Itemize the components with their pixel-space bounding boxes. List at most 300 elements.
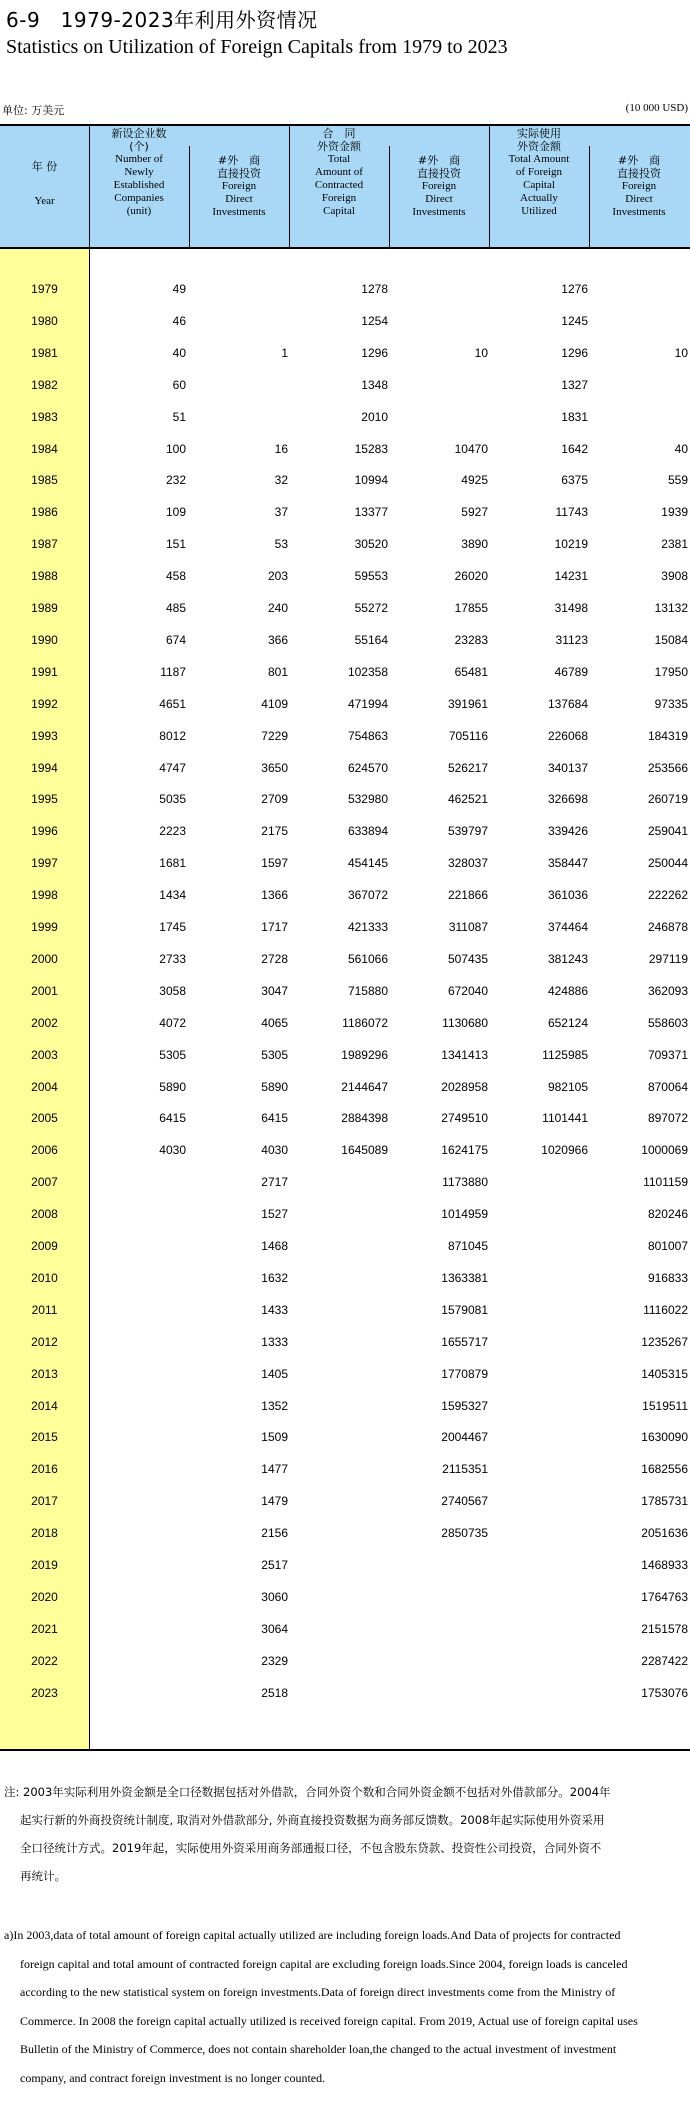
table-row <box>0 1326 690 1358</box>
year-cell: 1988 <box>31 569 58 584</box>
footnote-zh-line: 注: 2003年实际利用外资金额是全口径数据包括对外借款，合同外资个数和合同外资金额不包括对外借款部分。2004年 <box>4 1785 611 1799</box>
year-cell: 2009 <box>31 1239 58 1253</box>
value-cell: 40 <box>172 345 186 360</box>
value-cell: 339426 <box>547 824 588 839</box>
table-row <box>0 1421 690 1453</box>
table-row <box>0 1039 690 1071</box>
value-cell: 1173880 <box>442 1175 488 1190</box>
year-cell: 2015 <box>31 1430 58 1445</box>
header-new-companies-en: (unit) <box>126 205 152 217</box>
table-row <box>0 337 690 369</box>
value-cell: 203 <box>267 569 288 584</box>
value-cell: 15283 <box>354 441 388 456</box>
value-cell: 674 <box>165 632 186 647</box>
year-cell: 1990 <box>31 632 58 647</box>
year-cell: 2001 <box>31 983 58 998</box>
value-cell: 1125985 <box>542 1047 588 1062</box>
value-cell: 897072 <box>647 1111 688 1126</box>
footnote-zh-line: 再统计。 <box>20 1869 66 1883</box>
header-fdi-en: Direct <box>225 193 253 205</box>
value-cell: 59553 <box>354 569 388 584</box>
value-cell: 311087 <box>448 920 488 934</box>
value-cell: 1000069 <box>641 1143 688 1158</box>
value-cell: 2733 <box>159 951 186 966</box>
value-cell: 5035 <box>159 792 186 807</box>
value-cell: 391961 <box>447 696 488 711</box>
value-cell: 5305 <box>159 1047 186 1062</box>
value-cell: 10 <box>474 345 488 360</box>
value-cell: 1341413 <box>441 1047 488 1062</box>
value-cell: 2518 <box>261 1685 288 1700</box>
header-actual-en: of Foreign <box>515 166 563 178</box>
value-cell: 2329 <box>261 1653 288 1668</box>
value-cell: 151 <box>165 537 186 552</box>
value-cell: 2175 <box>261 824 288 839</box>
value-cell: 2115351 <box>442 1462 488 1477</box>
header-contracted-capital <box>290 127 388 218</box>
value-cell: 226068 <box>547 728 588 743</box>
value-cell: 982105 <box>547 1079 588 1094</box>
value-cell: 2004467 <box>441 1430 488 1445</box>
value-cell: 485 <box>165 601 186 615</box>
value-cell: 2051636 <box>641 1526 688 1541</box>
value-cell: 1014959 <box>441 1207 488 1222</box>
header-contracted-en: Foreign <box>321 192 357 204</box>
value-cell: 1363381 <box>441 1270 488 1285</box>
value-cell: 30520 <box>354 537 388 552</box>
header-fdi-contracted <box>390 154 488 219</box>
header-fdi-en: Investments <box>412 206 466 218</box>
header-fdi-en: Investments <box>612 206 666 218</box>
header-fdi-zh2: 直接投资 <box>217 167 261 180</box>
table-row <box>0 1007 690 1039</box>
year-cell: 1995 <box>31 792 58 807</box>
year-cell: 2006 <box>31 1143 58 1158</box>
value-cell: 17950 <box>654 664 688 679</box>
value-cell: 381243 <box>547 951 588 966</box>
table-row <box>0 1613 690 1645</box>
value-cell: 6375 <box>561 473 588 488</box>
value-cell: 221866 <box>447 888 488 903</box>
header-contracted-zh1: 合 同 <box>322 127 356 140</box>
value-cell: 46 <box>172 313 186 328</box>
value-cell: 1101441 <box>542 1111 588 1126</box>
value-cell: 10 <box>674 345 688 360</box>
year-cell: 1994 <box>31 760 58 775</box>
value-cell: 820246 <box>647 1207 688 1222</box>
header-divider <box>189 146 190 147</box>
year-cell: 2022 <box>31 1653 58 1668</box>
value-cell: 5890 <box>159 1079 186 1094</box>
value-cell: 102358 <box>347 664 388 679</box>
header-contracted-en: Contracted <box>314 179 364 191</box>
table-row <box>0 847 690 879</box>
value-cell: 3060 <box>261 1589 288 1604</box>
header-fdi-zh1: #外 商 <box>217 154 261 167</box>
value-cell: 3058 <box>159 983 186 998</box>
value-cell: 13377 <box>354 505 388 520</box>
value-cell: 1186072 <box>342 1015 388 1030</box>
table-row <box>0 1134 690 1166</box>
year-cell: 1999 <box>31 920 58 934</box>
header-fdi-en: Foreign <box>621 180 657 192</box>
value-cell: 2749510 <box>441 1111 488 1126</box>
year-cell: 1985 <box>31 473 58 488</box>
value-cell: 1296 <box>561 345 588 360</box>
table-row <box>0 1294 690 1326</box>
value-cell: 2517 <box>261 1558 288 1572</box>
value-cell: 55272 <box>354 601 388 615</box>
value-cell: 250044 <box>647 856 688 871</box>
value-cell: 26020 <box>454 569 488 584</box>
header-actual-zh2: 外资金额 <box>517 140 561 153</box>
footnote-en <box>4 1921 688 2092</box>
value-cell: 1579081 <box>441 1302 488 1317</box>
header-divider <box>389 146 390 247</box>
header-contracted-en: Total <box>327 153 351 165</box>
value-cell: 4030 <box>159 1143 186 1158</box>
header-actual-zh1: 实际使用 <box>517 127 561 140</box>
value-cell: 6415 <box>261 1111 288 1126</box>
header-year-zh: 年 份 <box>31 160 58 173</box>
value-cell: 462521 <box>447 792 488 807</box>
table-row <box>0 305 690 337</box>
header-fdi-zh2: 直接投资 <box>617 167 661 180</box>
value-cell: 1020966 <box>541 1143 588 1158</box>
value-cell: 801 <box>267 664 288 679</box>
table-row <box>0 624 690 656</box>
table-row <box>0 656 690 688</box>
header-divider <box>489 126 490 247</box>
value-cell: 367072 <box>347 888 388 903</box>
value-cell: 2010 <box>361 409 388 424</box>
value-cell: 2884398 <box>341 1111 388 1126</box>
header-new-companies-en: Newly <box>124 166 154 178</box>
table-row <box>0 1198 690 1230</box>
value-cell: 246878 <box>647 920 688 934</box>
value-cell: 7229 <box>261 728 288 743</box>
table-row <box>0 783 690 815</box>
value-cell: 232 <box>165 473 186 488</box>
year-cell: 1992 <box>31 696 58 711</box>
value-cell: 184319 <box>647 728 688 743</box>
value-cell: 15084 <box>654 632 688 647</box>
value-cell: 6415 <box>159 1111 186 1126</box>
year-cell: 2023 <box>31 1685 58 1700</box>
footnote-zh-line: 全口径统计方式。2019年起，实际使用外资采用商务部通报口径，不包含股东贷款、投资性公司投资，合同外资不 <box>20 1841 602 1855</box>
value-cell: 1278 <box>361 282 388 296</box>
table-row <box>0 688 690 720</box>
value-cell: 1989296 <box>341 1047 388 1062</box>
table-row <box>0 273 690 305</box>
header-year-en: Year <box>34 195 55 207</box>
year-cell: 2020 <box>31 1589 58 1604</box>
value-cell: 1509 <box>261 1430 288 1445</box>
value-cell: 1235267 <box>641 1334 688 1349</box>
value-cell: 1366 <box>261 888 288 903</box>
year-cell: 2014 <box>31 1398 58 1413</box>
header-contracted-zh2: 外资金额 <box>317 140 361 153</box>
value-cell: 1753076 <box>641 1685 688 1700</box>
value-cell: 559 <box>667 473 688 488</box>
value-cell: 1770879 <box>441 1366 488 1381</box>
value-cell: 424886 <box>547 983 588 998</box>
header-actual-en: Actually <box>520 192 558 204</box>
value-cell: 13132 <box>654 601 688 615</box>
value-cell: 754863 <box>347 728 388 743</box>
year-cell: 2017 <box>31 1494 58 1509</box>
value-cell: 109 <box>165 505 186 520</box>
header-actual-en: Total Amount <box>508 153 570 165</box>
year-cell: 1986 <box>31 505 58 520</box>
year-cell: 1987 <box>31 537 58 552</box>
value-cell: 1785731 <box>641 1494 688 1509</box>
value-cell: 326698 <box>547 792 588 807</box>
table-row <box>0 1230 690 1262</box>
table-row <box>0 720 690 752</box>
footnote-en-line: foreign capital and total amount of contracted foreign capital are excluding foreign loads.Since 2004, foreign loads is canceled <box>20 1956 628 1971</box>
value-cell: 871045 <box>447 1239 488 1253</box>
year-cell: 2021 <box>31 1621 58 1636</box>
table-row <box>0 401 690 433</box>
value-cell: 715880 <box>347 983 388 998</box>
value-cell: 260719 <box>647 792 688 807</box>
value-cell: 454145 <box>347 856 388 871</box>
footnote-en-line: a)In 2003,data of total amount of foreign capital actually utilized are including foreign loads.And Data of projects for contracted <box>4 1928 621 1942</box>
value-cell: 672040 <box>447 983 488 998</box>
value-cell: 471994 <box>347 696 388 711</box>
year-cell: 2002 <box>31 1015 58 1030</box>
value-cell: 1527 <box>261 1207 288 1222</box>
header-actual-capital <box>490 127 588 218</box>
year-cell: 2005 <box>31 1111 58 1126</box>
table-row <box>0 1517 690 1549</box>
value-cell: 253566 <box>647 760 688 775</box>
footnote-en-line: company, and contract foreign investment is no longer counted. <box>20 2070 326 2085</box>
value-cell: 14231 <box>554 569 588 584</box>
footnote-zh-line: 起实行新的外商投资统计制度, 取消对外借款部分, 外商直接投资数据为商务部反馈数。2008年起实际使用外资采用 <box>20 1813 605 1827</box>
header-actual-en: Capital <box>523 179 555 191</box>
value-cell: 1682556 <box>641 1462 688 1477</box>
table-row <box>0 1453 690 1485</box>
value-cell: 1434 <box>159 888 186 903</box>
header-fdi-en: Direct <box>425 193 453 205</box>
header-fdi-en: Investments <box>212 206 266 218</box>
value-cell: 1433 <box>261 1302 288 1317</box>
header-new-companies-en: Companies <box>114 192 164 204</box>
value-cell: 2028958 <box>441 1079 488 1094</box>
value-cell: 2381 <box>661 537 688 552</box>
unit-label-en: (10 000 USD) <box>625 102 688 114</box>
value-cell: 1276 <box>561 282 588 296</box>
header-new-companies <box>90 127 188 218</box>
value-cell: 2156 <box>261 1526 288 1541</box>
value-cell: 1254 <box>361 313 388 328</box>
value-cell: 10994 <box>354 473 388 488</box>
value-cell: 1645089 <box>341 1143 388 1158</box>
value-cell: 17855 <box>454 601 488 615</box>
value-cell: 1101159 <box>643 1175 688 1190</box>
header-fdi-companies <box>190 154 288 219</box>
value-cell: 558603 <box>647 1015 688 1030</box>
value-cell: 4925 <box>461 473 488 488</box>
value-cell: 46789 <box>554 664 588 679</box>
value-cell: 526217 <box>447 760 488 775</box>
value-cell: 1130680 <box>442 1015 488 1030</box>
year-cell: 1981 <box>31 345 58 360</box>
value-cell: 8012 <box>159 728 186 743</box>
year-cell: 2003 <box>31 1047 58 1062</box>
value-cell: 1595327 <box>441 1398 488 1413</box>
table-row <box>0 433 690 465</box>
value-cell: 1642 <box>561 441 588 456</box>
value-cell: 2850735 <box>441 1526 488 1541</box>
table-row <box>0 975 690 1007</box>
value-cell: 37 <box>274 505 288 520</box>
header-fdi-en: Foreign <box>221 180 257 192</box>
value-cell: 5305 <box>261 1047 288 1062</box>
value-cell: 240 <box>267 601 288 615</box>
value-cell: 65481 <box>454 664 488 679</box>
value-cell: 16 <box>274 441 288 456</box>
value-cell: 137684 <box>547 696 588 711</box>
value-cell: 1327 <box>561 377 588 392</box>
page-title-en: Statistics on Utilization of Foreign Capitals from 1979 to 2023 <box>6 36 508 58</box>
value-cell: 361036 <box>547 888 588 903</box>
value-cell: 49 <box>172 282 186 296</box>
value-cell: 362093 <box>647 983 688 998</box>
value-cell: 1405315 <box>641 1366 688 1381</box>
year-cell: 1979 <box>31 282 58 296</box>
table-row <box>0 1549 690 1581</box>
header-fdi-zh1: #外 商 <box>617 154 661 167</box>
year-cell: 1993 <box>31 728 58 743</box>
value-cell: 4109 <box>261 696 288 711</box>
value-cell: 297119 <box>648 951 688 966</box>
value-cell: 1479 <box>261 1494 288 1509</box>
value-cell: 1655717 <box>441 1334 488 1349</box>
page-title-zh: 6-9 1979-2023年利用外资情况 <box>6 8 318 32</box>
value-cell: 709371 <box>647 1047 688 1062</box>
header-year <box>0 160 89 208</box>
value-cell: 1939 <box>661 505 688 520</box>
value-cell: 31123 <box>555 632 588 647</box>
table-row <box>0 1262 690 1294</box>
value-cell: 100 <box>165 441 186 456</box>
header-divider <box>89 126 90 247</box>
value-cell: 1116022 <box>643 1302 688 1317</box>
year-cell: 2018 <box>31 1526 58 1541</box>
footnote-en-line: Commerce. In 2008 the foreign capital actually utilized is received foreign capital. From 2019, Actual use of foreign capital uses <box>20 2013 638 2028</box>
value-cell: 2709 <box>261 792 288 807</box>
value-cell: 40 <box>674 441 688 456</box>
header-divider <box>589 146 590 247</box>
header-fdi-actual <box>590 154 688 219</box>
value-cell: 2740567 <box>441 1494 488 1509</box>
value-cell: 870064 <box>647 1079 688 1094</box>
value-cell: 1468933 <box>641 1558 688 1572</box>
year-cell: 2012 <box>31 1334 58 1349</box>
value-cell: 31498 <box>554 601 588 615</box>
table-row <box>0 815 690 847</box>
value-cell: 3650 <box>261 760 288 775</box>
value-cell: 222262 <box>647 888 688 903</box>
value-cell: 1352 <box>261 1398 288 1413</box>
value-cell: 55164 <box>354 632 388 647</box>
header-divider <box>189 146 190 247</box>
value-cell: 1333 <box>261 1334 288 1349</box>
value-cell: 374464 <box>547 920 588 934</box>
footnote-zh <box>4 1778 684 1890</box>
value-cell: 1764763 <box>641 1589 688 1604</box>
value-cell: 1597 <box>261 856 288 871</box>
value-cell: 4651 <box>159 696 186 711</box>
value-cell: 421333 <box>347 920 388 934</box>
value-cell: 358447 <box>547 856 588 871</box>
header-divider <box>289 126 290 247</box>
table-row <box>0 528 690 560</box>
table-row <box>0 752 690 784</box>
year-cell: 2007 <box>31 1175 58 1190</box>
table-row <box>0 1677 690 1709</box>
header-fdi-zh2: 直接投资 <box>417 167 461 180</box>
year-cell: 1983 <box>31 409 58 424</box>
year-cell: 2004 <box>31 1079 58 1094</box>
table-row <box>0 1645 690 1677</box>
table-row <box>0 560 690 592</box>
value-cell: 1831 <box>561 409 588 424</box>
value-cell: 633894 <box>347 824 388 839</box>
year-cell: 1980 <box>31 313 58 328</box>
value-cell: 3064 <box>261 1621 288 1636</box>
value-cell: 4072 <box>159 1015 186 1030</box>
value-cell: 11743 <box>555 505 588 520</box>
year-cell: 1984 <box>31 441 58 456</box>
value-cell: 539797 <box>447 824 488 839</box>
year-cell: 1998 <box>31 888 58 903</box>
value-cell: 340137 <box>547 760 588 775</box>
value-cell: 2728 <box>261 951 288 966</box>
value-cell: 1477 <box>261 1462 288 1477</box>
year-cell: 2016 <box>31 1462 58 1477</box>
value-cell: 1624175 <box>441 1143 488 1158</box>
value-cell: 4747 <box>159 760 186 775</box>
table-bottom-rule <box>0 1749 690 1751</box>
year-cell: 1989 <box>31 601 58 615</box>
table-row <box>0 1390 690 1422</box>
year-cell: 2019 <box>31 1558 58 1572</box>
header-actual-en: Utilized <box>521 205 557 217</box>
table-row <box>0 1071 690 1103</box>
value-cell: 624570 <box>347 760 388 775</box>
value-cell: 1717 <box>261 920 288 934</box>
value-cell: 10470 <box>454 441 488 456</box>
table-header <box>0 124 690 249</box>
header-fdi-zh1: #外 商 <box>417 154 461 167</box>
value-cell: 1468 <box>261 1239 288 1253</box>
year-cell: 1997 <box>31 856 58 871</box>
value-cell: 5927 <box>461 505 488 520</box>
footnote-en-line: Bulletin of the Ministry of Commerce, does not contain shareholder loan,the changed to the actual investment of investment <box>20 2042 617 2056</box>
value-cell: 366 <box>267 632 288 647</box>
header-new-companies-zh2: (个) <box>129 140 149 153</box>
year-cell: 2010 <box>31 1270 58 1285</box>
value-cell: 1296 <box>361 345 388 360</box>
table-row <box>0 1485 690 1517</box>
value-cell: 3908 <box>661 569 688 584</box>
header-new-companies-en: Number of <box>115 153 163 165</box>
value-cell: 1681 <box>159 856 186 871</box>
